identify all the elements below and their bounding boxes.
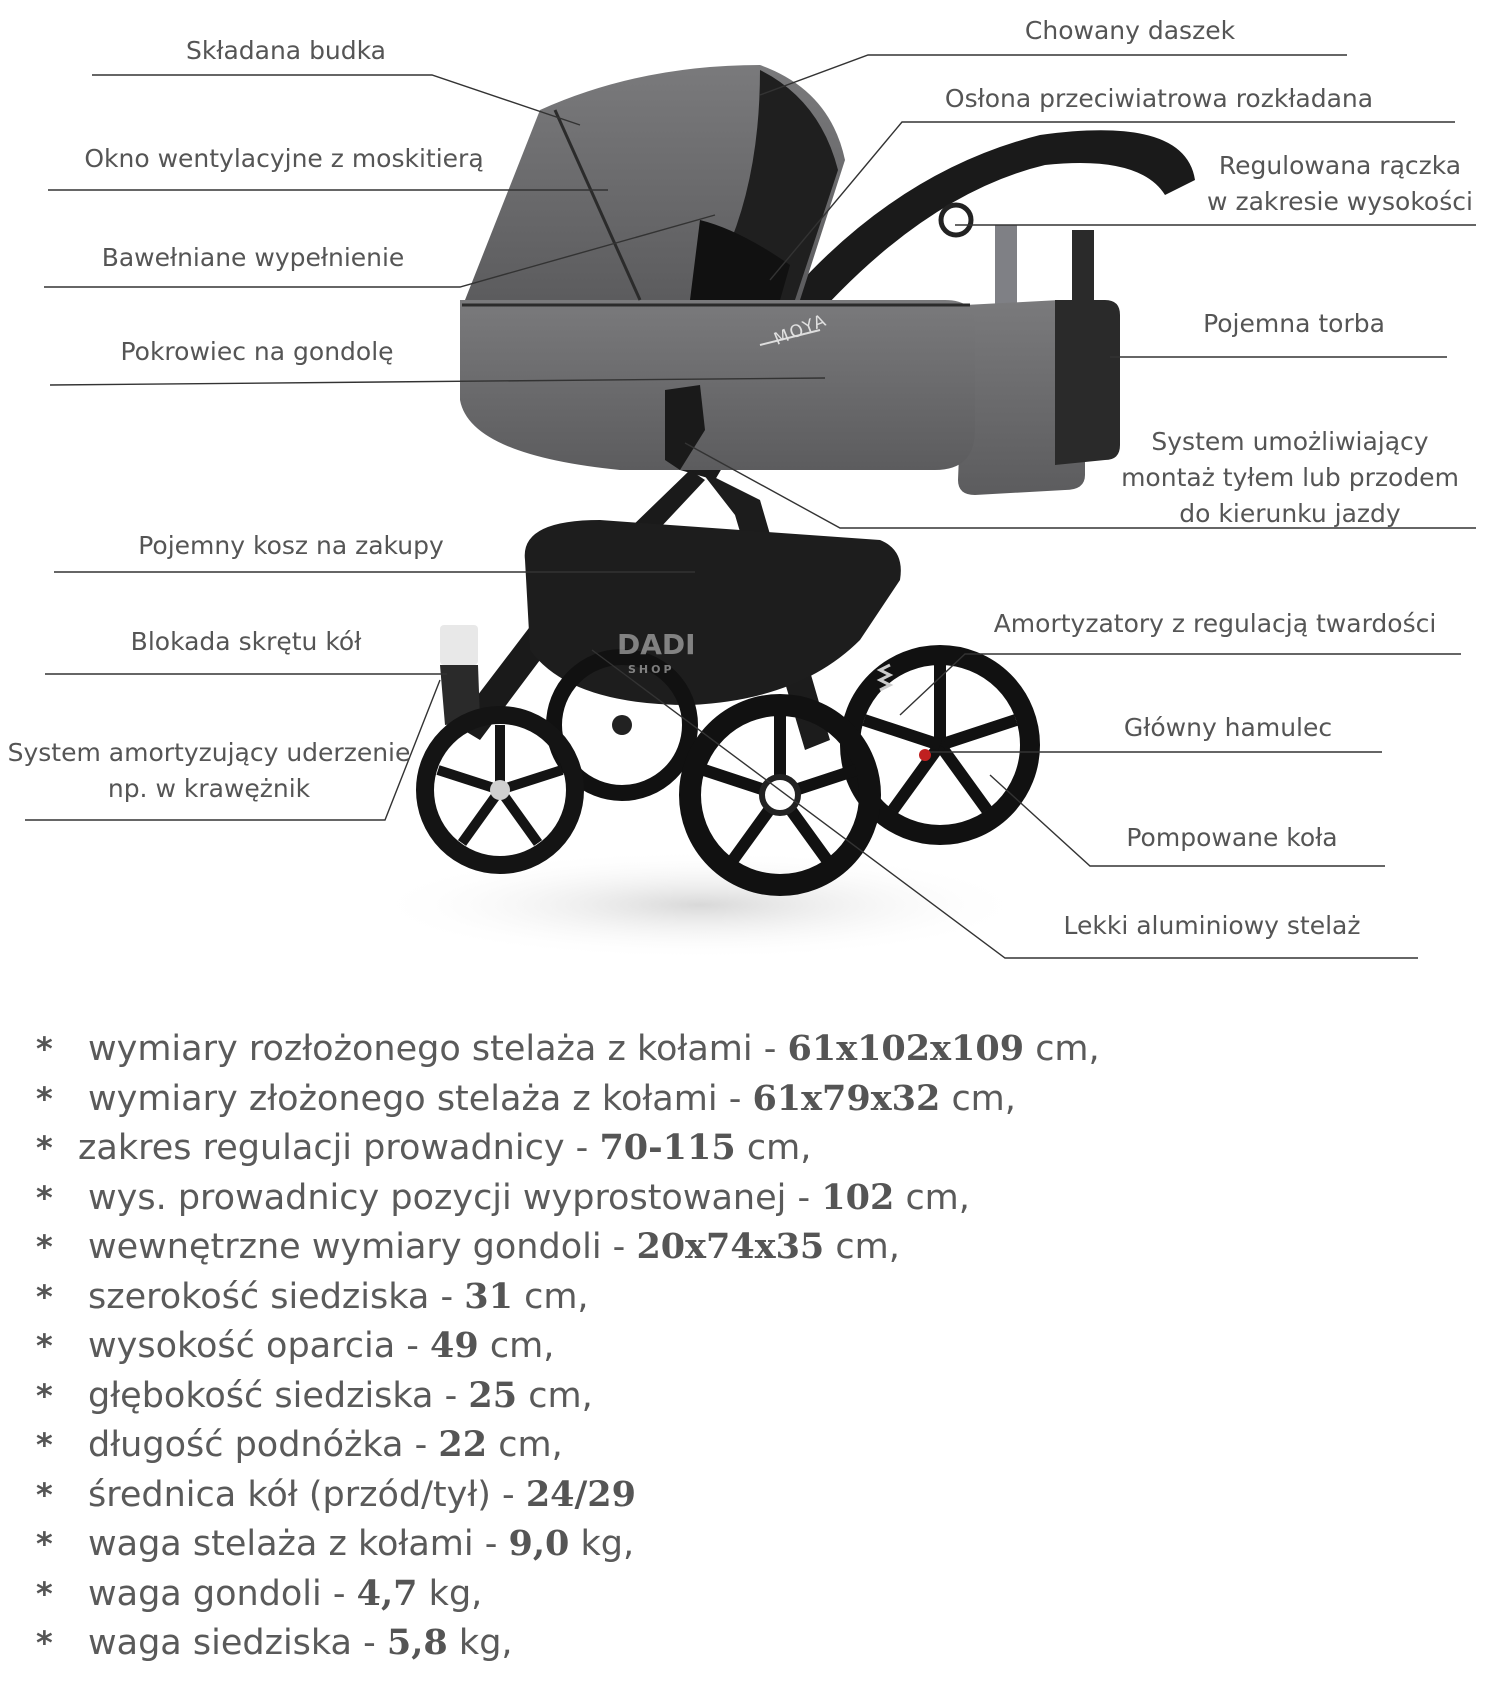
label-system-amort bbox=[4, 735, 414, 807]
spec-row bbox=[88, 1474, 636, 1515]
label-system-amort-line1: System amortyzujący uderzenie bbox=[7, 738, 411, 767]
spec-row bbox=[88, 1375, 593, 1416]
label-chowany-daszek: Chowany daszek bbox=[1024, 16, 1236, 45]
bag-strap-left bbox=[995, 225, 1017, 315]
spec-label: wymiary złożonego stelaża z kołami - bbox=[88, 1079, 753, 1119]
label-system-montaz bbox=[1100, 424, 1480, 532]
spec-suffix: cm, bbox=[735, 1128, 812, 1168]
label-skladana-budka: Składana budka bbox=[185, 36, 387, 65]
label-kola: Pompowane koła bbox=[1126, 823, 1338, 852]
label-blokada: Blokada skrętu kół bbox=[130, 627, 362, 656]
label-system-montaz-line3: do kierunku jazdy bbox=[1179, 499, 1401, 528]
spec-value: 61x102x109 bbox=[787, 1028, 1025, 1069]
spec-bullet: * bbox=[36, 1129, 53, 1167]
spec-bullet: * bbox=[36, 1030, 53, 1068]
spec-suffix: kg, bbox=[417, 1574, 483, 1614]
label-raczka bbox=[1190, 148, 1490, 220]
swivel-lock bbox=[440, 625, 478, 665]
spec-label: waga stelaża z kołami - bbox=[88, 1524, 509, 1564]
spec-bullet: * bbox=[36, 1228, 53, 1266]
spec-bullet: * bbox=[36, 1278, 53, 1316]
spec-value: 25 bbox=[468, 1375, 518, 1416]
spec-row bbox=[88, 1622, 513, 1663]
spec-row bbox=[88, 1177, 970, 1218]
spec-suffix: kg, bbox=[447, 1623, 513, 1663]
spec-row bbox=[88, 1226, 900, 1267]
spec-bullet: * bbox=[36, 1525, 53, 1563]
spec-bullet: * bbox=[36, 1179, 53, 1217]
spec-bullet: * bbox=[36, 1476, 53, 1514]
spec-row bbox=[88, 1424, 563, 1465]
spec-label: wymiary rozłożonego stelaża z kołami - bbox=[88, 1029, 788, 1069]
spec-label: długość podnóżka - bbox=[88, 1425, 439, 1465]
spec-suffix: cm, bbox=[1024, 1029, 1100, 1069]
spec-value: 9,0 bbox=[508, 1523, 570, 1564]
spec-label: waga siedziska - bbox=[88, 1623, 387, 1663]
watermark: DADI bbox=[617, 628, 696, 661]
label-amortyzatory: Amortyzatory z regulacją twardości bbox=[993, 609, 1437, 638]
spec-suffix: cm, bbox=[940, 1079, 1016, 1119]
bag-strap-right bbox=[1072, 230, 1094, 305]
spec-row bbox=[78, 1127, 811, 1168]
spec-value: 24/29 bbox=[525, 1474, 637, 1515]
spec-bullet: * bbox=[36, 1377, 53, 1415]
spec-label: wewnętrzne wymiary gondoli - bbox=[88, 1227, 637, 1267]
spec-label: średnica kół (przód/tył) - bbox=[88, 1475, 526, 1515]
frame-brand: MOYA bbox=[771, 310, 831, 350]
watermark-sub: SHOP bbox=[628, 663, 675, 676]
spec-row bbox=[88, 1276, 589, 1317]
spec-suffix: cm, bbox=[478, 1326, 555, 1366]
spec-label: wysokość oparcia - bbox=[88, 1326, 431, 1366]
spec-suffix: cm, bbox=[517, 1376, 593, 1416]
spec-suffix: kg, bbox=[569, 1524, 635, 1564]
spec-value: 70-115 bbox=[599, 1127, 736, 1168]
spec-suffix: cm, bbox=[824, 1227, 900, 1267]
label-system-montaz-line1: System umożliwiający bbox=[1151, 427, 1429, 456]
spec-suffix: cm, bbox=[512, 1277, 589, 1317]
spec-label: szerokość siedziska - bbox=[88, 1277, 465, 1317]
label-raczka-line2: w zakresie wysokości bbox=[1207, 187, 1473, 216]
label-okno: Okno wentylacyjne z moskitierą bbox=[84, 144, 484, 173]
carrycot-body bbox=[460, 300, 975, 470]
handle-button bbox=[941, 205, 971, 235]
spec-label: głębokość siedziska - bbox=[88, 1376, 469, 1416]
spec-bullet: * bbox=[36, 1426, 53, 1464]
label-system-montaz-line2: montaż tyłem lub przodem bbox=[1121, 463, 1459, 492]
label-torba: Pojemna torba bbox=[1203, 309, 1385, 338]
spec-value: 20x74x35 bbox=[636, 1226, 825, 1267]
label-stelaz: Lekki aluminiowy stelaż bbox=[1063, 911, 1361, 940]
spec-row bbox=[88, 1078, 1016, 1119]
spec-value: 49 bbox=[430, 1325, 479, 1366]
spec-suffix: cm, bbox=[487, 1425, 563, 1465]
label-oslona: Osłona przeciwiatrowa rozkładana bbox=[944, 84, 1374, 113]
spec-label: zakres regulacji prowadnicy - bbox=[78, 1128, 600, 1168]
spec-label: wys. prowadnicy pozycji wyprostowanej - bbox=[88, 1178, 822, 1218]
spec-value: 31 bbox=[464, 1276, 513, 1317]
spec-row bbox=[88, 1573, 482, 1614]
label-bawelniane: Bawełniane wypełnienie bbox=[101, 243, 405, 272]
spec-row bbox=[88, 1028, 1100, 1069]
spec-value: 22 bbox=[438, 1424, 488, 1465]
spec-bullet: * bbox=[36, 1624, 53, 1662]
spec-value: 4,7 bbox=[356, 1573, 418, 1614]
label-raczka-line1: Regulowana rączka bbox=[1218, 151, 1462, 180]
spec-suffix: cm, bbox=[894, 1178, 970, 1218]
front-left-wheel bbox=[425, 715, 575, 865]
spec-row bbox=[88, 1523, 634, 1564]
spec-bullet: * bbox=[36, 1080, 53, 1118]
spec-bullet: * bbox=[36, 1575, 53, 1613]
spec-row bbox=[88, 1325, 554, 1366]
spec-value: 61x79x32 bbox=[752, 1078, 941, 1119]
label-hamulec: Główny hamulec bbox=[1123, 713, 1333, 742]
label-pokrowiec: Pokrowiec na gondolę bbox=[120, 337, 394, 366]
label-kosz: Pojemny kosz na zakupy bbox=[138, 531, 444, 560]
spec-value: 102 bbox=[821, 1177, 895, 1218]
label-system-amort-line2: np. w krawężnik bbox=[107, 774, 311, 803]
spec-label: waga gondoli - bbox=[88, 1574, 357, 1614]
spec-value: 5,8 bbox=[386, 1622, 448, 1663]
spec-bullet: * bbox=[36, 1327, 53, 1365]
